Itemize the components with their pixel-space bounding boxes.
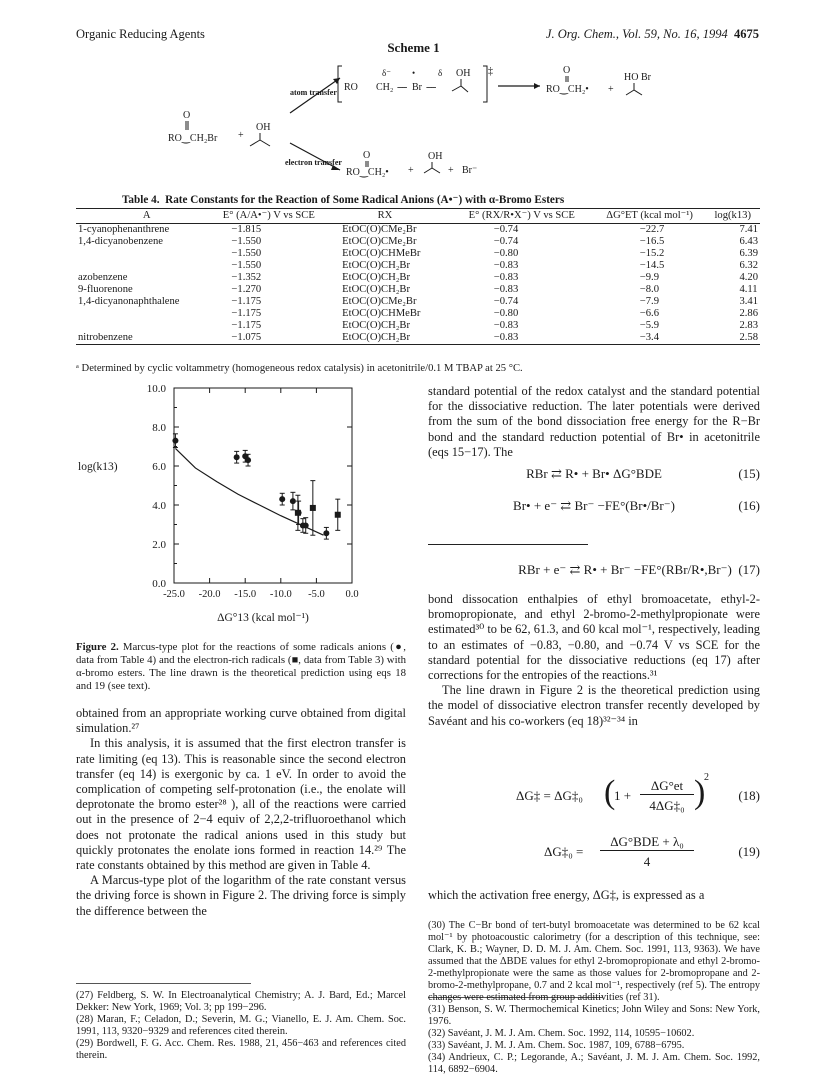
table-cell: 4.11 [739, 284, 758, 295]
equation-15-number: (15) [738, 466, 760, 481]
table-cell: −0.80 [493, 248, 519, 259]
equation-16 [428, 498, 760, 514]
table-cell: EtOC(O)CH₂Br [342, 320, 411, 331]
table-cell: 6.32 [739, 260, 758, 271]
table-row [76, 224, 760, 237]
table-cell: 9-fluorenone [78, 284, 133, 295]
table-cell: −0.74 [493, 236, 519, 247]
x-tick-label: -5.0 [308, 589, 325, 600]
table-cell: −1.550 [231, 248, 262, 259]
svg-text:----: ---- [397, 82, 407, 93]
equation-17 [428, 562, 760, 578]
right-paragraph-2: bond dissocation enthalpies of ethyl bromoacetate, ethyl-2-bromopropionate, and ethyl 2-bromo-2-methylpropionate were estimated³⁰ to be 62, 61.3, and 60 kcal mol⁻¹, respectively, leading to an estimates of −0.83, −0.80, and −0.74 V vs SCE for the standard potential for the dissociative reductions (eq 17) after corrections for the entropies of the reactions.³¹ [428, 592, 760, 683]
left-column-text [76, 706, 406, 919]
left-paragraph-3: A Marcus-type plot of the logarithm of the rate constant versus the driving force is shown in Figure 2. The driving force is simply the difference between the [76, 873, 406, 918]
data-point-circle [279, 496, 285, 502]
data-point-circle [245, 457, 251, 463]
equation-15 [428, 466, 760, 482]
eq19-denominator: 4 [643, 854, 651, 869]
footnote: (29) Bordwell, F. G. Acc. Chem. Res. 1988, 21, 456−463 and references cited therein. [76, 1038, 406, 1061]
table-cell: 1,4-dicyanobenzene [78, 236, 164, 247]
eq18-lhs: ΔG‡ = ΔG‡₀ [516, 788, 583, 803]
table-cell: −0.83 [493, 284, 519, 295]
eq18-one: 1 + [614, 788, 632, 803]
data-point-circle [172, 438, 178, 444]
table-cell: nitrobenzene [76, 332, 217, 345]
footnote: (28) Maran, F.; Celadon, D.; Severin, M. G.; Vianello, E. J. Am. Chem. Soc. 1991, 113, 9320−9329 and references cited therein. [76, 1014, 406, 1037]
plus-sign: + [238, 130, 244, 141]
table-cell: −0.83 [450, 332, 594, 345]
table-cell: −0.83 [493, 272, 519, 283]
radical-oh: OH [256, 122, 271, 133]
ts-delta: δ [438, 68, 443, 78]
table-cell: 6.39 [739, 248, 758, 259]
footnote: (27) Feldberg, S. W. In Electroanalytical Chemistry; A. J. Bard, Ed.; Marcel Dekker: New York, 1969; Vol. 3; pp 199−296. [76, 990, 406, 1013]
table-cell: −1.175 [231, 296, 262, 307]
right-column-top [428, 384, 760, 460]
col-header-rx: RX [320, 209, 450, 224]
table-cell: 2.58 [705, 332, 760, 345]
journal-citation: J. Org. Chem., Vol. 59, No. 16, 1994 [545, 27, 728, 41]
svg-text:----: ---- [426, 82, 436, 93]
equation-19 [428, 830, 760, 870]
table-row [76, 308, 760, 320]
table-cell: −0.83 [493, 320, 519, 331]
table-cell: −1.175 [231, 308, 262, 319]
table-cell: 2.86 [739, 308, 758, 319]
table-row [76, 260, 760, 272]
col-header-e-rx: E° (RX/R•X⁻) V vs SCE [450, 209, 594, 224]
ts-dot: • [412, 68, 416, 78]
table-cell: −8.0 [639, 284, 659, 295]
table-cell: EtOC(O)CMe₂Br [342, 224, 417, 235]
ts-ro: RO [344, 82, 358, 93]
table-cell: −3.4 [594, 332, 706, 345]
table-4-title: Rate Constants for the Reaction of Some Radical Anions (A•⁻) with α-Bromo Esters [165, 194, 565, 206]
table-cell: 1,4-dicyanonaphthalene [78, 296, 180, 307]
table-cell: −1.270 [231, 284, 262, 295]
data-point-square [295, 510, 301, 516]
table-cell [76, 308, 217, 320]
figure-2-text: Marcus-type plot for the reactions of some radicals anions (●, data from Table 4) and the electron-rich radicals (■, data from Table 3) with α-bromo esters. The line drawn is the theoretical prediction using eqs 18 and 19 (see text). [76, 641, 407, 692]
table-cell: −9.9 [639, 272, 659, 283]
table-cell: −6.6 [639, 308, 659, 319]
ts-oh: OH [456, 68, 471, 79]
data-point-square [310, 505, 316, 511]
table-cell: −1.550 [231, 236, 262, 247]
y-tick-label: 0.0 [152, 578, 166, 590]
plot-frame [174, 388, 352, 583]
table-cell: −5.9 [639, 320, 659, 331]
figure-2-label: Figure 2. [76, 641, 119, 653]
table-cell: −0.80 [493, 308, 519, 319]
equation-17-number: (17) [738, 562, 760, 577]
x-tick-label: -20.0 [198, 589, 221, 600]
table-cell: EtOC(O)CH₂Br [342, 272, 411, 283]
y-tick-label: 4.0 [152, 500, 166, 512]
x-tick-label: -10.0 [269, 589, 292, 600]
left-paragraph-1: obtained from an appropriate working curve obtained from digital simulation.²⁷ [76, 706, 406, 736]
x-tick-label: 0.0 [345, 589, 359, 600]
x-axis-label: ΔG°13 (kcal mol⁻¹) [217, 612, 309, 624]
data-point-square [335, 512, 341, 518]
table-cell: −7.9 [639, 296, 659, 307]
col-header-a: A [76, 209, 217, 224]
plus-sign-bottom-1: + [408, 165, 414, 176]
equation-16-text: Br• + e⁻ ⇄ Br⁻ −FE°(Br•/Br⁻) [513, 498, 675, 513]
right-paragraph-1: standard potential of the redox catalyst and the standard potential for the dissociative reduction. The later potentials were derived from the sum of the bond dissociation free energy for the R−Br bond and the standard reduction potential of Br• in acetonitrile (eqs 15−17). The [428, 384, 760, 459]
table-cell: −1.075 [217, 332, 320, 345]
equation-19-number: (19) [738, 844, 760, 859]
y-axis-label: log(k13) [78, 461, 118, 473]
table-cell: −1.175 [231, 320, 262, 331]
product-bottom: RO‿CH₂• [346, 167, 389, 178]
label-electron-transfer: electron transfer [285, 158, 342, 167]
table-4-caption [122, 192, 564, 206]
data-point-circle [234, 454, 240, 460]
table-4 [76, 208, 760, 345]
footnote: (31) Benson, S. W. Thermochemical Kinetics; John Wiley and Sons: New York, 1976. [428, 1004, 760, 1027]
plus-sign-bottom-2: + [448, 165, 454, 176]
reactant-label: RO‿CH₂Br [168, 133, 218, 144]
right-column-middle [428, 592, 760, 729]
scheme-1-diagram [150, 58, 770, 178]
table-cell: 6.43 [739, 236, 758, 247]
table-cell: −16.5 [639, 236, 665, 247]
table-cell [76, 248, 217, 260]
figure-2-caption [76, 641, 406, 693]
table-cell: −1.550 [231, 260, 262, 271]
table-cell: EtOC(O)CH₂Br [320, 332, 450, 345]
product-carbonyl-o: O [563, 65, 571, 76]
equation-15-text: RBr ⇄ R• + Br• ΔG°BDE [526, 466, 662, 481]
equation-16-number: (16) [738, 498, 760, 513]
plus-sign-top: + [608, 84, 614, 95]
footnote: (34) Andrieux, C. P.; Legorande, A.; Savéant, J. M. J. Am. Chem. Soc. 1992, 114, 6892−6904. [428, 1052, 760, 1075]
table-cell: −0.83 [493, 260, 519, 271]
data-point-circle [323, 530, 329, 536]
ts-dagger: ‡ [488, 66, 493, 77]
table-4-footnote: ᵃ Determined by cyclic voltammetry (homogeneous redox catalysis) in acetonitrile/0.1 M TBAP at 25 °C. [76, 363, 523, 374]
table-cell: −1.352 [231, 272, 262, 283]
table-cell: EtOC(O)CHMeBr [342, 308, 421, 319]
equation-18: ΔG‡ = ΔG‡₀ ( 1 + ΔG°et 4ΔG‡₀ ) 2 (18) [516, 772, 760, 813]
table-cell: 1-cyanophenanthrene [78, 224, 170, 235]
scheme-title: Scheme 1 [387, 40, 440, 55]
table-cell: EtOC(O)CH₂Br [342, 284, 411, 295]
label-atom-transfer: atom transfer [290, 88, 337, 97]
ts-br: Br [412, 82, 422, 93]
table-cell: EtOC(O)CH₂Br [342, 260, 411, 271]
data-point-circle [290, 498, 296, 504]
eq18-numerator: ΔG°et [640, 778, 694, 795]
equation-17-text: RBr + e⁻ ⇄ R• + Br⁻ −FE°(RBr/R•,Br⁻) [518, 562, 732, 577]
table-cell: 4.20 [739, 272, 758, 283]
figure-2-chart [76, 378, 396, 628]
table-cell: 7.41 [739, 224, 758, 235]
table-4-label: Table 4. [122, 194, 160, 206]
y-tick-label: 2.0 [152, 539, 166, 551]
col-header-logk: log(k13) [705, 209, 760, 224]
table-cell: EtOC(O)CHMeBr [342, 248, 421, 259]
table-row [76, 284, 760, 296]
right-column-bottom [428, 888, 760, 903]
right-paragraph-3: The line drawn in Figure 2 is the theoretical prediction using the model of dissociative electron transfer recently developed by Savéant and his co-workers (eq 18)³²⁻³⁴ in [428, 683, 760, 728]
x-tick-label: -15.0 [234, 589, 257, 600]
table-cell [76, 260, 217, 272]
table-cell: EtOC(O)CMe₂Br [342, 296, 417, 307]
table-cell: −0.74 [493, 224, 519, 235]
eq19-numerator: ΔG°BDE + λ₀ [600, 834, 694, 851]
table-header-row [76, 209, 760, 224]
x-tick-label: -25.0 [163, 589, 185, 600]
footnotes-left [76, 990, 406, 1062]
reactant-carbonyl-o: O [183, 110, 191, 121]
col-header-e-a: E° (A/A•⁻) V vs SCE [217, 209, 320, 224]
footnote: (30) The C−Br bond of tert-butyl bromoacetate was determined to be 62 kcal mol⁻¹ by photoacoustic calorimetry (for a description of this technique, see: Clark, K. B.; Wayner, D. D. M. J. Am. Chem. Soc. 1991, 113, 9363). We have assumed that the ΔBDE values for ethyl 2-bromopropionate and ethyl 2-bromo-2-methylpropionate were the same as those values for 2-bromopropane and 2-bromo-2-methylpropane, 0.7 and 2 kcal mol⁻¹, respectively (ref 5). The entropy changes were estimated from group additivities (ref 31). [428, 920, 760, 1003]
eq18-square: 2 [704, 772, 709, 783]
table-cell: azobenzene [78, 272, 128, 283]
data-point-circle [303, 522, 309, 528]
y-tick-label: 10.0 [146, 383, 166, 395]
table-cell: −14.5 [639, 260, 665, 271]
product-bottom-oh: OH [428, 151, 443, 162]
y-tick-label: 6.0 [152, 461, 166, 473]
table-cell: −1.815 [231, 224, 262, 235]
table-cell [76, 320, 217, 332]
table-cell: −0.74 [493, 296, 519, 307]
footnote: (33) Savéant, J. M. J. Am. Chem. Soc. 1987, 109, 6788−6795. [428, 1040, 685, 1051]
table-row [76, 320, 760, 332]
page-number: 4675 [734, 27, 759, 41]
ts-ch2: CH₂ [376, 82, 394, 93]
right-rule [428, 544, 588, 545]
bromide-ion: Br⁻ [462, 165, 478, 176]
table-row [76, 332, 760, 345]
product-bottom-carbonyl-o: O [363, 150, 371, 161]
col-header-dg: ΔG°ET (kcal mol⁻¹) [594, 209, 706, 224]
table-cell: 3.41 [739, 296, 758, 307]
left-paragraph-2: In this analysis, it is assumed that the first electron transfer is rate limiting (eq 13). This is reasonable since the second electron transfer (eq 14) is exergonic by ca. 1 eV. In order to avoid the complication of competing self-protonation (i.e., the enolate will deprotonate the bromo ester²⁸ ), all of the reactions were carried out in the presence of 2−4 equiv of 2,2,2-trifluoroethanol which does not protonate the radical anions used in this study but quickly protonates the enolate ions formed in reaction 14.²⁹ The rate constants obtained by this method are given in Table 4. [76, 736, 406, 873]
eq19-lhs: ΔG‡₀ = [544, 844, 584, 859]
table-row [76, 272, 760, 284]
table-row [76, 248, 760, 260]
eq18-denominator: 4ΔG‡₀ [649, 798, 685, 813]
product-top-2: HO Br [624, 72, 651, 83]
footnote-divider-left [76, 983, 251, 984]
table-row [76, 296, 760, 308]
table-cell: 2.83 [739, 320, 758, 331]
table-cell: −22.7 [639, 224, 665, 235]
table-cell: −15.2 [639, 248, 665, 259]
right-paragraph-4: which the activation free energy, ΔG‡, is expressed as a [428, 888, 705, 902]
table-cell: EtOC(O)CMe₂Br [342, 236, 417, 247]
footnotes-right [428, 920, 760, 1076]
y-tick-label: 8.0 [152, 422, 166, 434]
equation-18-number: (18) [738, 788, 760, 803]
product-top: RO‿CH₂• [546, 84, 589, 95]
footnote: (32) Savéant, J. M. J. Am. Chem. Soc. 1992, 114, 10595−10602. [428, 1028, 695, 1039]
ts-delta-minus: δ⁻ [382, 68, 391, 78]
running-header-left: Organic Reducing Agents [76, 27, 205, 41]
table-row [76, 236, 760, 248]
